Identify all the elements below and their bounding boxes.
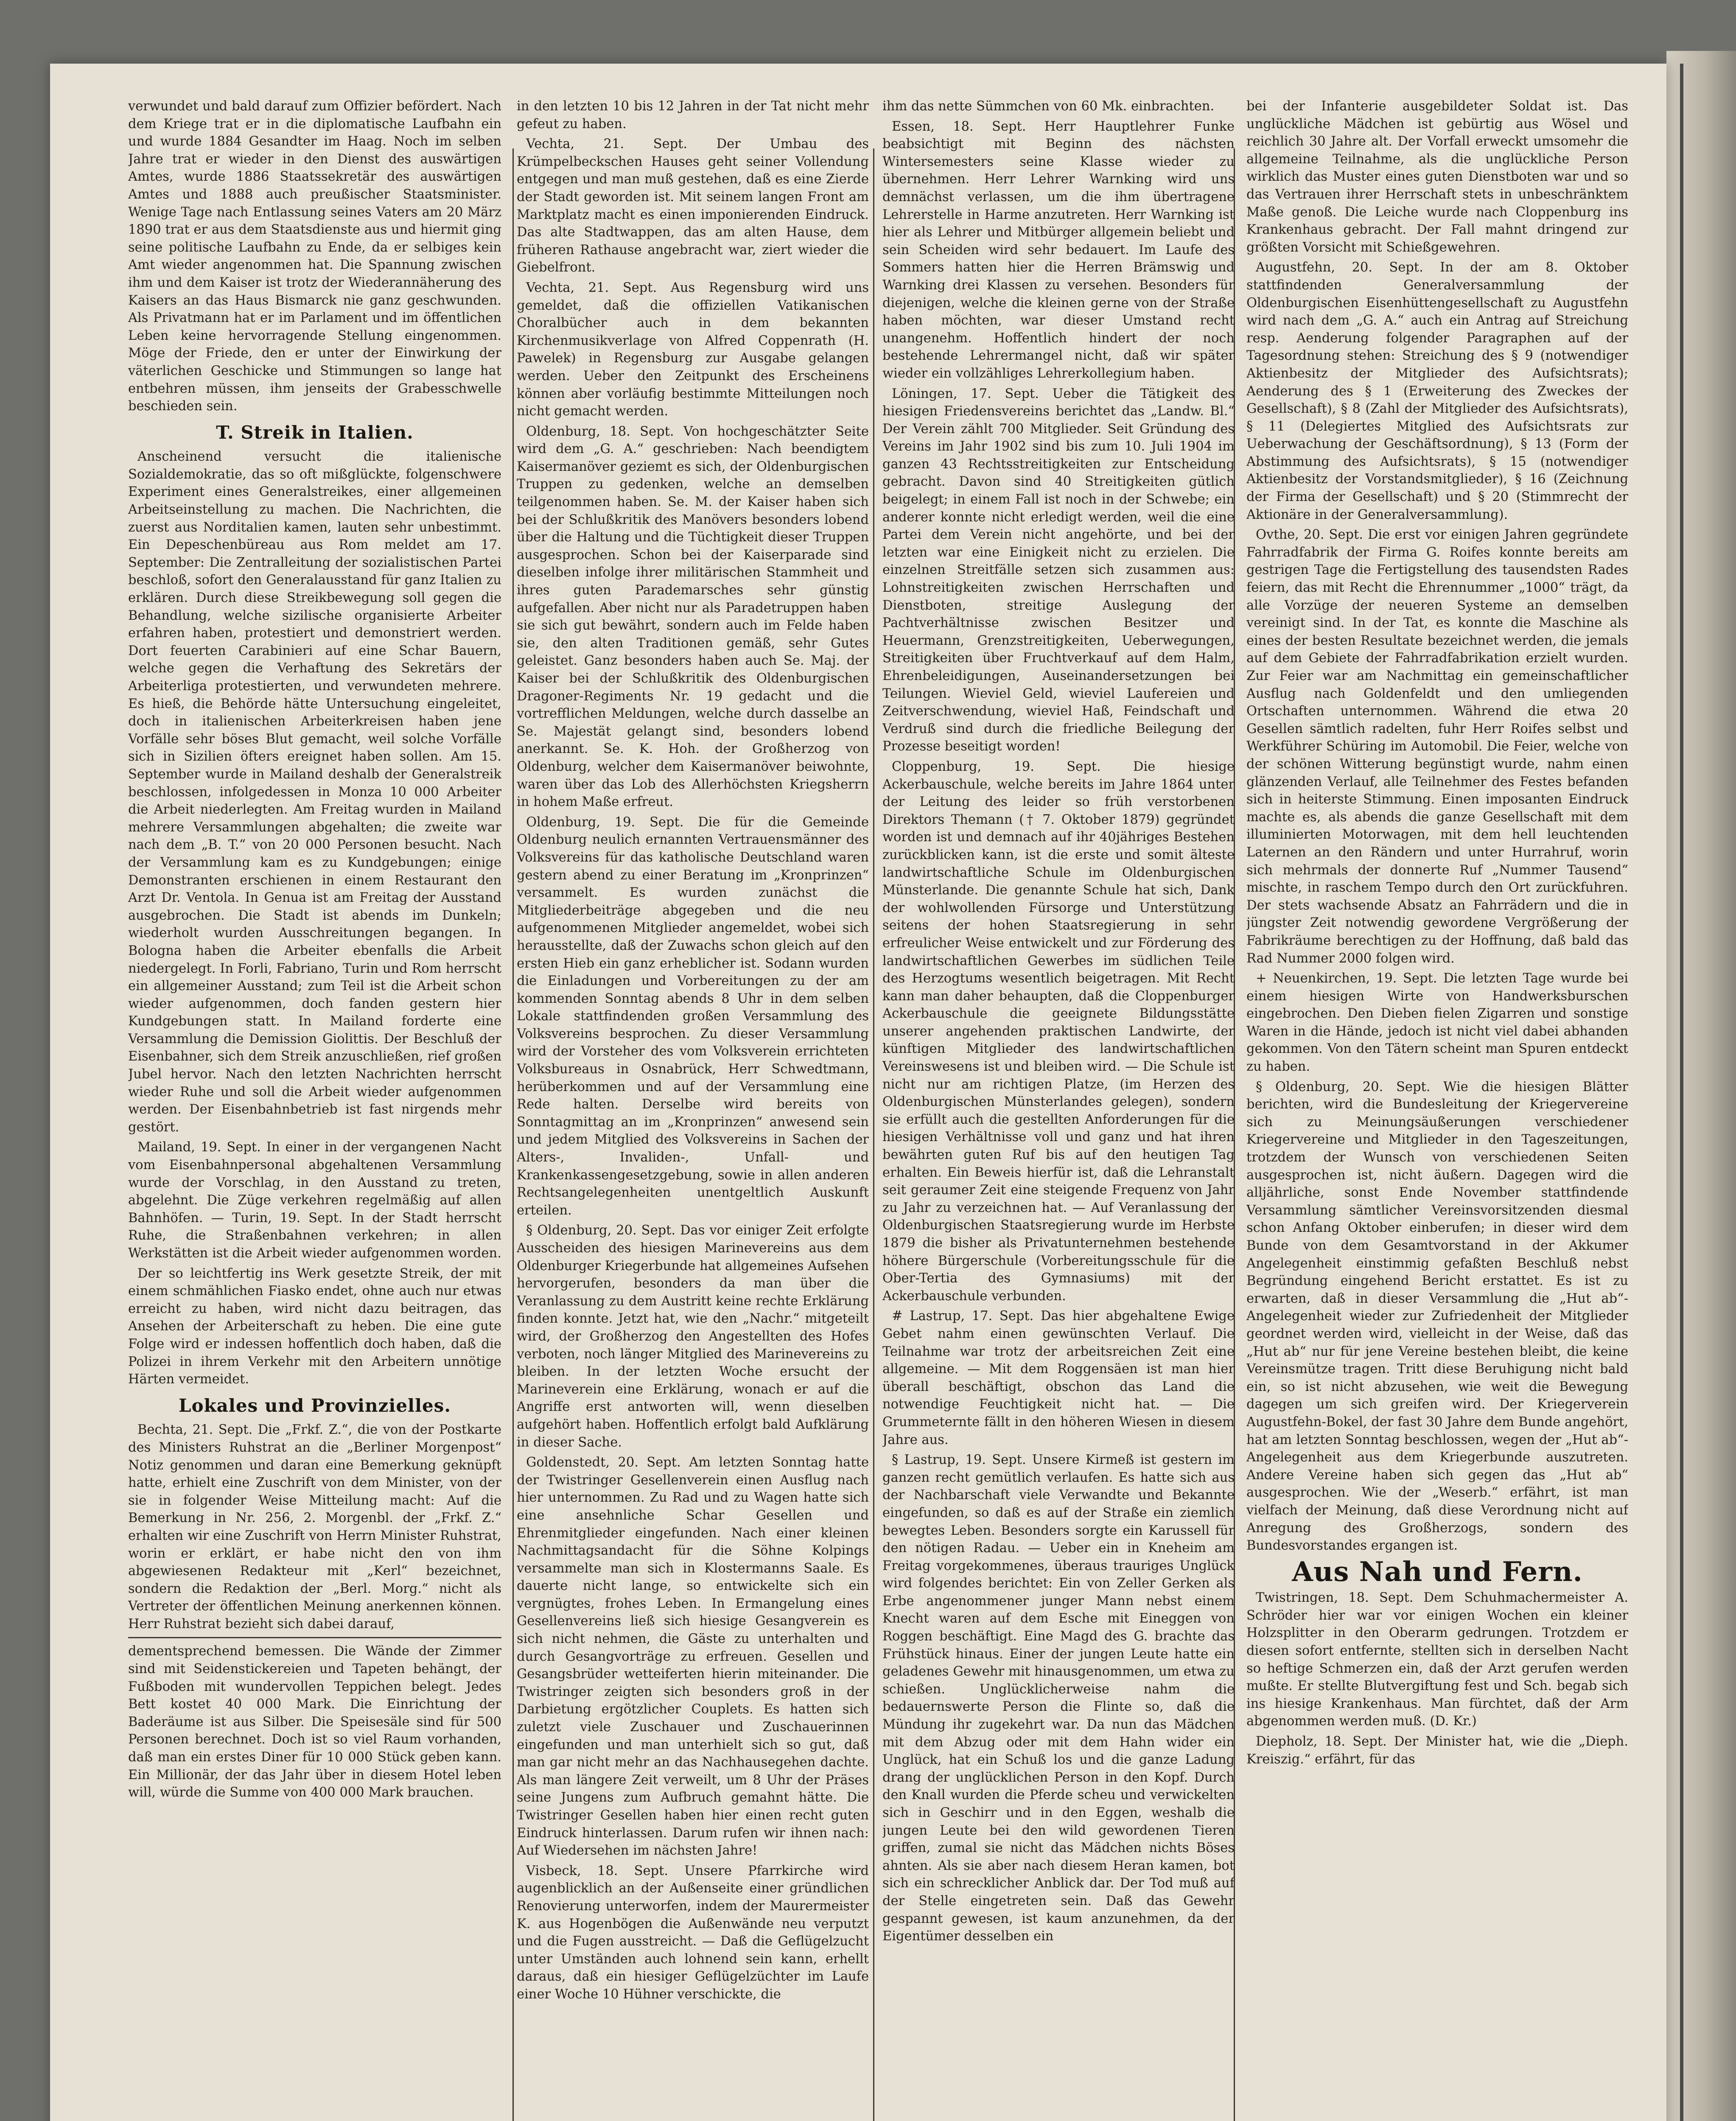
article-paragraph: bei der Infanterie ausgebildeter Soldat ist. Das unglückliche Mädchen ist gebürtig aus Wösel und reichlich 30 Jahre alt. Der Vorfall erweckt umsomehr die allgemeine Teilnahme, als die unglückliche Person wirklich das Muster eines guten Dienstboten war und so das Vertrauen ihrer Herrschaft stets in unbeschränktem Maße genoß. Die Leiche wurde nach Cloppenburg ins Krankenhaus gebracht. Der Fall mahnt dringend zur größten Vorsicht mit Schießgewehren.: [1246, 99, 1628, 255]
article-paragraph: Bechta, 21. Sept. Die „Frkf. Z.“, die von der Postkarte des Ministers Ruhstrat an die „Berliner Morgenpost“ Notiz genommen und daran eine Bemerkung geknüpft hatte, erhielt eine Zuschrift von dem Minister, von der sie in folgender Weise Mitteilung macht: Auf die Bemerkung in Nr. 256, 2. Morgenbl. der „Frkf. Z.“ erhalten wir eine Zuschrift von Herrn Minister Ruhstrat, worin er erklärt, er habe nicht den von ihm abgewiesenen Redakteur mit „Kerl“ bezeichnet, sondern die Redaktion der „Berl. Morg.“ nicht als Vertreter der öffentlichen Meinung anerkennen können. Herr Ruhstrat bezieht sich dabei darauf,: [128, 1422, 501, 1631]
article-paragraph: Oldenburg, 19. Sept. Die für die Gemeinde Oldenburg neulich ernannten Vertrauensmänner des Volksvereins für das katholische Deutschland waren gestern abend zu einer Beratung im „Kronprinzen“ versammelt. Es wurden zunächst die Mitgliederbeiträge abgegeben und die neu aufgenommenen Mitglieder angemeldet, wobei sich herausstellte, daß der Zuwachs schon gleich auf den ersten Hieb ein ganz erheblicher ist. Sodann wurden die Einladungen und Vorbereitungen zu der am kommenden Sonntag abends 8 Uhr in dem selben Lokale stattfindenden großen Versammlung des Volksvereins besprochen. Zu dieser Versammlung wird der Vorsteher des vom Volksverein errichteten Volksbureaus in Osnabrück, Herr Schwedtmann, herüberkommen und auf der Versammlung eine Rede halten. Derselbe wird bereits von Sonntagmittag an im „Kronprinzen“ anwesend sein und jedem Mitglied des Volksvereins in Sachen der Alters-, Invaliden-, Unfall- und Krankenkassengesetzgebung, sowie in allen anderen Rechtsangelegenheiten unentgeltlich Auskunft erteilen.: [517, 814, 869, 1218]
column-1: [128, 98, 501, 2121]
article-paragraph: verwundet und bald darauf zum Offizier befördert. Nach dem Kriege trat er in die diplomatische Laufbahn ein und wurde 1884 Gesandter im Haag. Noch im selben Jahre trat er wieder in den Dienst des auswärtigen Amtes, wurde 1886 Staatssekretär des auswärtigen Amtes und 1888 auch preußischer Staatsminister. Wenige Tage nach Entlassung seines Vaters am 20 März 1890 trat er aus dem Staatsdienste aus und hiermit ging seine politische Laufbahn zu Ende, da er selbiges kein Amt wieder angenommen hat. Die Spannung zwischen ihm und dem Kaiser ist trotz der Wiederannäherung des Kaisers an das Haus Bismarck nie ganz geschwunden. Als Privatmann hat er im Parlament und im öffentlichen Leben keine hervorragende Stellung eingenommen. Möge der Friede, den er unter der Einwirkung der väterlichen Geschicke und Stimmungen so lange hat entbehren müssen, ihm jenseits der Grabesschwelle beschieden sein.: [128, 99, 501, 414]
article-paragraph: § Oldenburg, 20. Sept. Wie die hiesigen Blätter berichten, wird die Bundesleitung der Kriegervereine sich zu Meinungsäußerungen verschiedener Kriegervereine und Mitglieder in den Tageszeitungen, trotzdem der Wunsch von verschiedenen Seiten ausgesprochen ist, nicht äußern. Dagegen wird die alljährliche, sonst Ende November stattfindende Versammlung sämtlicher Vereinsvorsitzenden diesmal schon Anfang Oktober einberufen; in dieser wird dem Bunde von dem Gesamtvorstand in der Akkumer Angelegenheit einstimmig gefaßten Beschluß nebst Begründung eingehend Bericht erstattet. Es ist zu erwarten, daß in dieser Versammlung die „Hut ab“-Angelegenheit wieder zur Zufriedenheit der Mitglieder geordnet werden wird, vielleicht in der Weise, daß das „Hut ab“ nur für jene Vereine bestehen bleibt, die keine Vereinsmütze tragen. Tritt diese Beruhigung nicht bald ein, so ist nicht abzusehen, wie weit die Bewegung dagegen um sich greifen wird. Der Kriegerverein Augustfehn-Bokel, der fast 30 Jahre dem Bunde angehört, hat am letzten Sonntag beschlossen, wegen der „Hut ab“-Angelegenheit aus dem Kriegerbunde auszutreten. Andere Vereine haben sich gegen das „Hut ab“ ausgesprochen. Wie der „Weserb.“ erfährt, ist man vielfach der Meinung, daß diese Verordnung nicht auf Anregung des Großherzogs, sondern des Bundesvorstandes ergangen ist.: [1246, 1079, 1628, 1553]
article-paragraph: Diepholz, 18. Sept. Der Minister hat, wie die „Dieph. Kreiszig.“ erfährt, für das: [1246, 1734, 1628, 1767]
article-paragraph: Oldenburg, 18. Sept. Von hochgeschätzter Seite wird dem „G. A.“ geschrieben: Nach beendigtem Kaisermanöver geziemt es sich, der Oldenburgischen Truppen zu gedenken, welche an demselben teilgenommen haben. Se. M. der Kaiser haben sich bei der Schlußkritik des Manövers besonders lobend über die Haltung und die Tüchtigkeit dieser Truppen ausgesprochen. Schon bei der Kaiserparade sind dieselben infolge ihrer militärischen Stammheit und ihres guten Parademarsches sehr günstig aufgefallen. Aber nicht nur als Paradetruppen haben sie sich gut bewährt, sondern auch im Felde haben sie, den alten Traditionen gemäß, sehr Gutes geleistet. Ganz besonders haben auch Se. Maj. der Kaiser bei der Schlußkritik des Oldenburgischen Dragoner-Regiments Nr. 19 gedacht und die vortrefflichen Meldungen, welche durch dasselbe an Se. Majestät gelangt sind, besonders lobend anerkannt. Se. K. Hoh. der Großherzog von Oldenburg, welcher dem Kaisermanöver beiwohnte, waren über das Lob des Allerhöchsten Kriegsherrn in hohem Maße erfreut.: [517, 424, 869, 810]
page-edge: [1666, 51, 1736, 2121]
page-fold-shadow: [1680, 64, 1683, 2121]
article-paragraph: Der so leichtfertig ins Werk gesetzte Streik, der mit einem schmählichen Fiasko endet, ohne auch nur etwas erreicht zu haben, wird nicht dazu beitragen, das Ansehen der Arbeiterschaft zu heben. Die eine gute Folge wird er indessen hoffentlich doch haben, daß die Polizei in ihrem Verkehr mit den Arbeitern unnötige Härten vermeidet.: [128, 1266, 501, 1387]
article-paragraph: # Lastrup, 17. Sept. Das hier abgehaltene Ewige Gebet nahm einen gewünschten Verlauf. Die Teilnahme war trotz der arbeitsreichen Zeit eine allgemeine. — Mit dem Roggensäen ist man hier überall beschäftigt, obschon das Land die notwendige Feuchtigkeit nicht hat. — Die Grummeternte fällt in den höheren Wiesen in diesem Jahre aus.: [882, 1309, 1235, 1447]
article-paragraph: Löningen, 17. Sept. Ueber die Tätigkeit des hiesigen Friedensvereins berichtet das „Landw. Bl.“ Der Verein zählt 700 Mitglieder. Seit Gründung des Vereins im Jahr 1902 sind bis zum 10. Juli 1904 im ganzen 43 Rechtsstreitigkeiten zur Entscheidung gebracht. Davon sind 40 Streitigkeiten gütlich beigelegt; in einem Fall ist noch in der Schwebe; ein anderer konnte nicht erledigt werden, weil die eine Partei dem Verein nicht angehörte, und bei der letzten war eine Einigkeit nicht zu erzielen. Die einzelnen Streitfälle setzen sich zusammen aus: Lohnstreitigkeiten zwischen Herrschaften und Dienstboten, streitige Auslegung der Pachtverhältnisse zwischen Besitzer und Heuermann, Grenzstreitigkeiten, Ueberwegungen, Streitigkeiten über Fruchtverkauf auf dem Halm, Ehrenbeleidigungen, Auseinandersetzungen bei Teilungen. Wieviel Geld, wieviel Laufereien und Zeitverschwendung, wieviel Haß, Feindschaft und Verdruß sind durch die friedliche Beilegung der Prozesse beseitigt worden!: [882, 386, 1235, 754]
article-paragraph: + Neuenkirchen, 19. Sept. Die letzten Tage wurde bei einem hiesigen Wirte von Handwerksburschen eingebrochen. Den Dieben fielen Zigarren und sonstige Waren in die Hände, jedoch ist nicht viel dabei abhanden gekommen. Von den Tätern scheint man Spuren entdeckt zu haben.: [1246, 971, 1628, 1074]
article-paragraph: Vechta, 21. Sept. Aus Regensburg wird uns gemeldet, daß die offiziellen Vatikanischen Choralbücher auch in dem bekannten Kirchenmusikverlage von Alfred Coppenrath (H. Pawelek) in Regensburg zur Ausgabe gelangen werden. Ueber den Zeitpunkt des Erscheinens können aber vorläufig bestimmte Mitteilungen noch nicht gemacht werden.: [517, 280, 869, 419]
column-rule: [873, 148, 874, 2121]
article-paragraph: ihm das nette Sümmchen von 60 Mk. einbrachten.: [882, 99, 1215, 114]
article-paragraph: dementsprechend bemessen. Die Wände der Zimmer sind mit Seidenstickereien und Tapeten behängt, der Fußboden mit wundervollen Teppichen belegt. Jedes Bett kostet 40 000 Mark. Die Einrichtung der Baderäume ist aus Silber. Die Speisesäle sind für 500 Personen berechnet. Doch ist so viel Raum vorhanden, daß man ein erstes Diner für 10 000 Stück geben kann. Ein Millionär, der das Jahr über in diesem Hotel leben will, würde die Summe von 400 000 Mark brauchen.: [128, 1644, 501, 1800]
article-paragraph: Ovthe, 20. Sept. Die erst vor einigen Jahren gegründete Fahrradfabrik der Firma G. Roifes konnte bereits am gestrigen Tage die Fertigstellung des tausendsten Rades feiern, das mit Recht die Ehrennummer „1000“ trägt, da alle Vorzüge der neueren Systeme an demselben vereinigt sind. In der Tat, es konnte die Maschine als eines der besten Resultate bezeichnet werden, die jemals auf dem Gebiete der Fahrradfabrikation erzielt wurden. Zur Feier war am Nachmittag ein gemeinschaftlicher Ausflug nach Goldenfeldt und den umliegenden Ortschaften unternommen. Während die etwa 20 Gesellen sämtlich radelten, fuhr Herr Roifes selbst und Werkführer Schüring im Automobil. Die Feier, welche von der schönen Witterung begünstigt wurde, nahm einen glänzenden Verlauf, alle Teilnehmer des Festes befanden sich in heiterste Stimmung. Einen imposanten Eindruck machte es, als abends die ganze Gesellschaft mit dem illuminierten Motorwagen, mit dem hell leuchtenden Laternen an den Rändern und unter Hurrahruf, worin sich mehrmals der donnerte Ruf „Nummer Tausend“ mischte, in raschem Tempo durch den Ort zurückfuhren. Der stets wachsende Absatz an Fahrrädern und die in jüngster Zeit notwendig gewordene Vergrößerung der Fabrikräume berechtigen zu der Hoffnung, daß bald das Rad Nummer 2000 folgen wird.: [1246, 527, 1628, 966]
article-paragraph: § Lastrup, 19. Sept. Unsere Kirmeß ist gestern im ganzen recht gemütlich verlaufen. Es hatte sich aus der Nachbarschaft viele Verwandte und Bekannte eingefunden, so daß es auf der Straße ein ziemlich bewegtes Leben. Besonders sorgte ein Karussell für den nötigen Radau. — Ueber ein in Kneheim am Freitag vorgekommenes, überaus trauriges Unglück wird folgendes berichtet: Ein von Zeller Gerken als Erbe angenommener junger Mann nebst einem Knecht waren auf dem Esche mit Eineggen von Roggen beschäftigt. Eine Magd des G. brachte das Frühstück hinaus. Einer der jungen Leute hatte ein geladenes Gewehr mit hinausgenommen, um etwa zu schießen. Unglücklicherweise nahm die bedauernswerte Person die Flinte so, daß die Mündung ihr zugekehrt war. Da nun das Mädchen mit dem Abzug oder mit dem Hahn wider ein Unglück, hat ein Schuß los und die ganze Ladung drang der unglücklichen Person in den Kopf. Durch den Knall wurden die Pferde scheu und verwickelten sich in Geschirr und in den Eggen, weshalb die jungen Leute bei den wild gewordenen Tieren griffen, zumal sie nicht das Mädchen nichts Böses ahnten. Als sie aber nach diesem Heran kamen, bot sich ein schrecklicher Anblick dar. Der Tod muß auf der Stelle eingetreten sein. Daß das Gewehr gespannt gewesen, ist kaum anzunehmen, da der Eigentümer desselben ein: [882, 1452, 1235, 1944]
article-paragraph: Vechta, 21. Sept. Der Umbau des Krümpelbeckschen Hauses geht seiner Vollendung entgegen und man muß gestehen, daß es eine Zierde der Stadt geworden ist. Mit seinem langen Front am Marktplatz macht es einen imponierenden Eindruck. Das alte Stadtwappen, das am alten Hause, dem früheren Rathause angebracht war, ziert wieder die Giebelfront.: [517, 137, 869, 275]
article-paragraph: Goldenstedt, 20. Sept. Am letzten Sonntag hatte der Twistringer Gesellenverein einen Ausflug nach hier unternommen. Zu Rad und zu Wagen hatte sich eine ansehnliche Schar Gesellen und Ehrenmitglieder eingefunden. Nach einer kleinen Nachmittagsandacht für die Söhne Kolpings versammelte man sich in Klostermanns Saale. Es dauerte nicht lange, so entwickelte sich ein vergnügtes, frohes Leben. In Ermangelung eines Gesellenvereins ließ sich hiesige Gesangverein es sich nicht nehmen, die Gäste zu unterhalten und durch Gesangvorträge zu erfreuen. Gesellen und Gesangsbrüder wetteiferten hierin miteinander. Die Twistringer zeigten sich besonders groß in der Darbietung ergötzlicher Couplets. Es hatten sich zuletzt viele Zuschauer und Zuschauerinnen eingefunden und man unterhielt sich so gut, daß man gar nicht mehr an das Nachhausegehen dachte. Als man längere Zeit verweilt, um 8 Uhr der Präses seine Jungens zum Aufbruch gemahnt hätte. Die Twistringer Gesellen haben hier einen recht guten Eindruck hinterlassen. Darum rufen wir ihnen nach: Auf Wiedersehen im nächsten Jahre!: [517, 1455, 869, 1858]
article-paragraph: Visbeck, 18. Sept. Unsere Pfarrkirche wird augenblicklich an der Außenseite einer gründlichen Renovierung unterworfen, indem der Maurermeister K. aus Hogenbögen die Außenwände neu verputzt und die Fugen ausstreicht. — Daß die Geflügelzucht unter Umständen auch lohnend sein kann, erhellt daraus, daß ein hiesiger Geflügelzüchter im Laufe einer Woche 10 Hühner verschickte, die: [517, 1863, 869, 2002]
article-paragraph: Twistringen, 18. Sept. Dem Schuhmachermeister A. Schröder hier war vor einigen Wochen ein kleiner Holzsplitter in den Oberarm gedrungen. Trotzdem er diesen sofort entfernte, stellten sich in derselben Nacht so heftige Schmerzen ein, daß der Arzt gerufen werden mußte. Er stellte Blutvergiftung fest und Sch. begab sich ins hiesige Krankenhaus. Man fürchtet, daß der Arm abgenommen werden muß. (D. Kr.): [1246, 1590, 1628, 1729]
article-paragraph: Essen, 18. Sept. Herr Hauptlehrer Funke beabsichtigt mit Beginn des nächsten Wintersemesters seine Klasse wieder zu übernehmen. Herr Lehrer Warnking wird uns demnächst verlassen, um die ihm übertragene Lehrerstelle in Harme anzutreten. Herr Warnking ist hier als Lehrer und Mitbürger allgemein beliebt und sein Scheiden wird sehr bedauert. Im Laufe des Sommers hatten hier die Herren Brämswig und Warnking drei Klassen zu versehen. Besonders für diejenigen, welche die kleinen gerne von der Straße haben möchten, war dieser Umstand recht unangenehm. Hoffentlich hindert der noch bestehende Lehrermangel nicht, daß wir später wieder ein vollzähliges Lehrerkollegium haben.: [882, 119, 1235, 381]
section-heading: Aus Nah und Fern.: [1292, 1556, 1583, 1588]
separator-rule: [128, 1637, 501, 1638]
section-heading: T. Streik in Italien.: [216, 422, 414, 443]
article-paragraph: in den letzten 10 bis 12 Jahren in der Tat nicht mehr gefeut zu haben.: [517, 99, 869, 132]
article-paragraph: § Oldenburg, 20. Sept. Das vor einiger Zeit erfolgte Ausscheiden des hiesigen Marinevereins aus dem Oldenburger Kriegerbunde hat allgemeines Aufsehen hervorgerufen, besonders da man über die Veranlassung zu dem Austritt keine rechte Erklärung finden konnte. Jetzt hat, wie den „Nachr.“ mitgeteilt wird, der Großherzog den Angestellten des Hofes verboten, noch länger Mitglied des Marinevereins zu bleiben. In der letzten Woche ersucht der Marineverein eine Erklärung, wonach er auf die Angriffe erst antworten will, wenn dieselben aufgehört haben. Hoffentlich erfolgt bald Aufklärung in dieser Sache.: [517, 1223, 869, 1450]
column-4: [1246, 98, 1628, 2121]
column-3: [882, 98, 1235, 2121]
section-heading: Lokales und Provinzielles.: [179, 1395, 451, 1416]
article-paragraph: Augustfehn, 20. Sept. In der am 8. Oktober stattfindenden Generalversammlung der Oldenburgischen Eisenhüttengesellschaft zu Augustfehn wird nach dem „G. A.“ auch ein Antrag auf Streichung resp. Aenderung folgender Paragraphen auf der Tagesordnung stehen: Streichung des § 9 (notwendiger Aktienbesitz der Mitglieder des Aufsichtsrats); Aenderung des § 1 (Erweiterung des Zweckes der Gesellschaft), § 8 (Zahl der Mitglieder des Aufsichtsrats), § 11 (Delegiertes Mitglied des Aufsichtsrats zur Ueberwachung der Geschäftsordnung), § 13 (Form der Abstimmung des Aufsichtsrats), § 15 (notwendiger Aktienbesitz der Vorstandsmitglieder), § 16 (Zeichnung der Firma der Gesellschaft) und § 20 (Stimmrecht der Aktionäre in der Generalversammlung).: [1246, 260, 1628, 522]
article-paragraph: Cloppenburg, 19. Sept. Die hiesige Ackerbauschule, welche bereits im Jahre 1864 unter der Leitung des leider so früh verstorbenen Direktors Themann († 7. Oktober 1879) gegründet worden ist und demnach auf ihr 40jähriges Bestehen zurückblicken kann, ist die erste und somit älteste landwirtschaftliche Schule im Oldenburgischen Münsterlande. Die genannte Schule hat sich, Dank der wohlwollenden Fürsorge und Unterstützung seitens der hohen Staatsregierung in sehr erfreulicher Weise entwickelt und zur Förderung des landwirtschaftlichen Gewerbes im südlichen Teile des Herzogtums wesentlich beigetragen. Mit Recht kann man daher behaupten, daß die Cloppenburger Ackerbauschule die geeignete Bildungsstätte unserer angehenden praktischen Landwirte, der künftigen Mitglieder des landwirtschaftlichen Vereinswesens ist und bleiben wird. — Die Schule ist nicht nur am richtigen Platze, (im Herzen des Oldenburgischen Münsterlandes gelegen), sondern sie erfüllt auch die gestellten Anforderungen für die hiesigen Verhältnisse voll und ganz und hat ihren bewährten guten Ruf bis auf den heutigen Tag erhalten. Ein Beweis hierfür ist, daß die Lehranstalt seit geraumer Zeit eine steigende Frequenz von Jahr zu Jahr zu verzeichnen hat. — Auf Veranlassung der Oldenburgischen Staatsregierung wurde im Herbste 1879 die bisher als Privatunternehmen bestehende höhere Bürgerschule (Vorbereitungsschule für die Ober-Tertia des Gymnasiums) mit der Ackerbauschule verbunden.: [882, 759, 1235, 1304]
column-2: [517, 98, 869, 2121]
article-paragraph: Anscheinend versucht die italienische Sozialdemokratie, das so oft mißglückte, folgenschwere Experiment eines Generalstreikes, einer allgemeinen Arbeitseinstellung zu machen. Die Nachrichten, die zuerst aus Norditalien kamen, lauten sehr unbestimmt. Ein Depeschenbüreau aus Rom meldet am 17. September: Die Zentralleitung der sozialistischen Partei beschloß, sofort den Generalausstand für ganz Italien zu erklären. Durch diese Streikbewegung soll gegen die Behandlung, welche sizilische organisierte Arbeiter erfahren haben, protestiert und demonstriert werden. Dort feuerten Carabinieri auf eine Schar Bauern, welche gegen die Verhaftung des Sekretärs der Arbeiterliga protestierten, und verwundeten mehrere. Es hieß, die Behörde hätte Untersuchung eingeleitet, doch in italienischen Arbeiterkreisen haben jene Vorfälle sehr böses Blut gemacht, weil solche Vorfälle sich in Sizilien öfters ereignet haben sollen. Am 15. September wurde in Mailand deshalb der Generalstreik beschlossen, infolgedessen in Monza 10 000 Arbeiter die Arbeit niederlegten. Am Freitag wurden in Mailand mehrere Versammlungen abgehalten; die zweite war nach dem „B. T.“ von 20 000 Personen besucht. Nach der Versammlung kam es zu Kundgebungen; einige Demonstranten erschienen in einem Restaurant den Arzt Dr. Ventola. In Genua ist am Freitag der Ausstand ausgebrochen. Die Stadt ist abends im Dunkeln; wiederholt wurden Ausschreitungen begangen. In Bologna haben die Arbeiter ebenfalls die Arbeit niedergelegt. In Forli, Fabriano, Turin und Rom herrscht ein allgemeiner Ausstand; zum Teil ist die Arbeit schon wieder aufgenommen, doch fanden gestern hier Kundgebungen statt. In Mailand forderte eine Versammlung die Demission Giolittis. Der Beschluß der Eisenbahner, sich dem Streik anzuschließen, rief großen Jubel hervor. Nach den letzten Nachrichten herrscht wieder Ruhe und soll die Arbeit wieder aufgenommen werden. Der Eisenbahnbetrieb ist fast nirgends mehr gestört.: [128, 449, 501, 1135]
article-paragraph: Mailand, 19. Sept. In einer in der vergangenen Nacht vom Eisenbahnpersonal abgehaltenen Versammlung wurde der Vorschlag, in den Ausstand zu treten, abgelehnt. Die Züge verkehren regelmäßig auf allen Bahnhöfen. — Turin, 19. Sept. In der Stadt herrscht Ruhe, die Straßenbahnen verkehren; in allen Werkstätten ist die Arbeit wieder aufgenommen worden.: [128, 1140, 501, 1261]
column-rule: [512, 148, 514, 2121]
